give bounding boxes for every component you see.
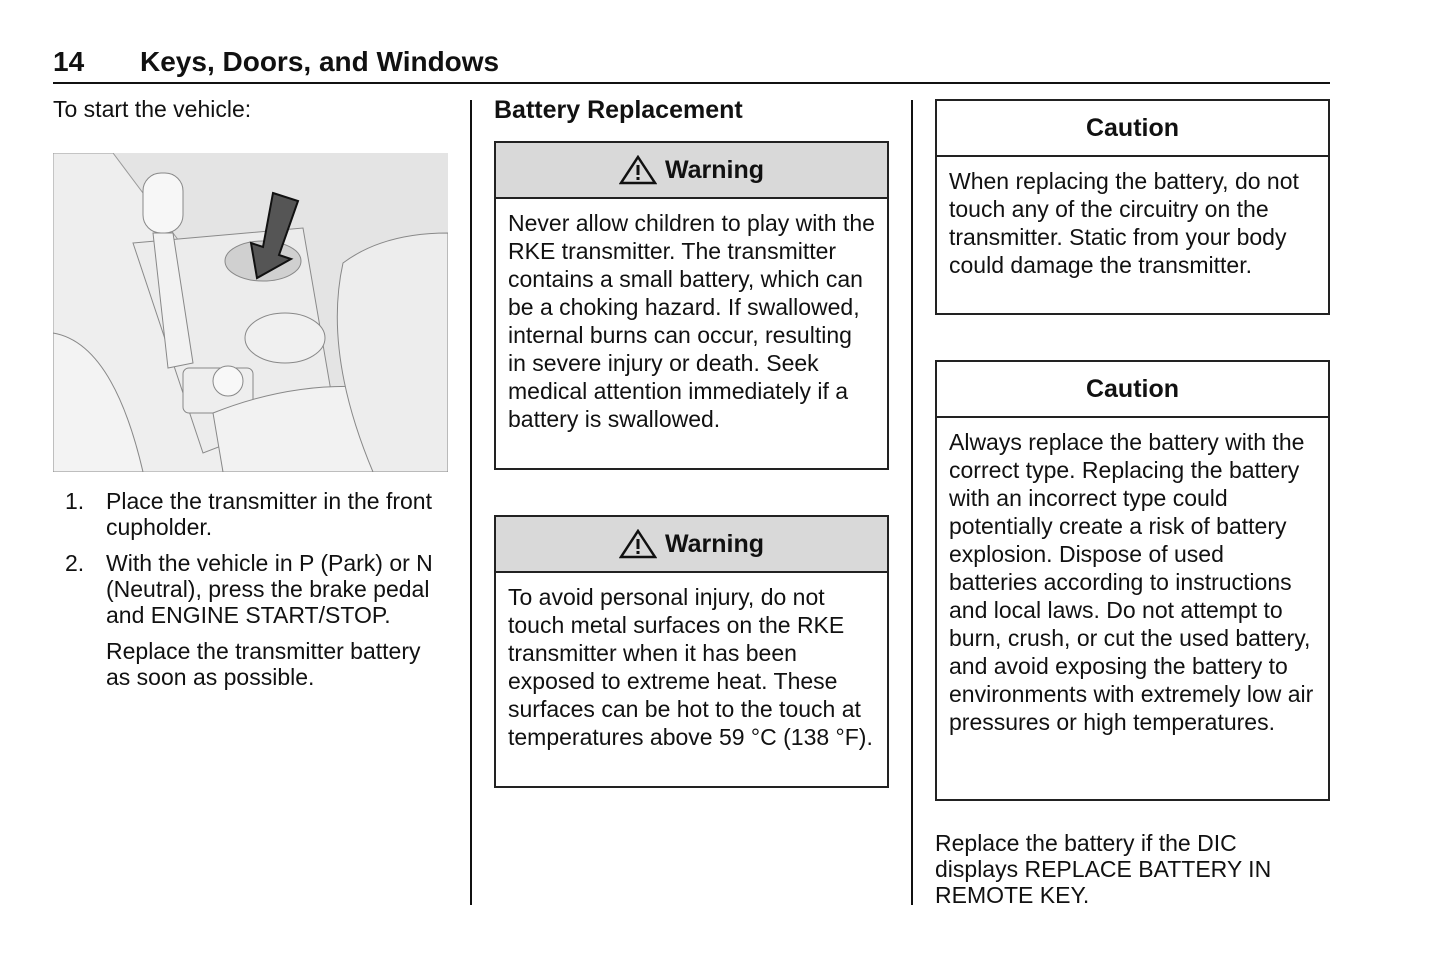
- start-steps-list: [53, 488, 448, 628]
- warning-title: Warning: [664, 155, 765, 184]
- column-divider: [470, 100, 472, 905]
- step-text: With the vehicle in P (Park) or N (Neutral), press the brake pedal and ENGINE START/STOP.: [106, 550, 433, 628]
- caution-body: Always replace the battery with the correct type. Replacing the battery with an incorrect type could potentially create a risk of battery explosion. Dispose of used batteries according to instructions and local laws. Do not attempt to burn, crush, or cut the used battery, and avoid exposing the battery to environments with extremely low air pressures or high temperatures.: [949, 429, 1314, 735]
- warning-box: [494, 141, 889, 470]
- replace-note: Replace the transmitter battery as soon as possible.: [106, 638, 421, 690]
- header-rule: [53, 82, 1330, 84]
- warning-triangle-icon: [619, 529, 657, 559]
- caution-box: [935, 360, 1330, 801]
- column-1: [53, 96, 448, 690]
- battery-replacement-heading: Battery Replacement: [494, 96, 743, 124]
- console-illustration: [53, 153, 448, 472]
- caution-title: Caution: [937, 362, 1328, 418]
- caution-body: When replacing the battery, do not touch any of the circuitry on the transmitter. Static from your body could damage the transmitter.: [949, 168, 1299, 278]
- section-title: Keys, Doors, and Windows: [140, 46, 500, 77]
- dic-replace-text: Replace the battery if the DIC displays REPLACE BATTERY IN REMOTE KEY.: [935, 830, 1272, 908]
- list-item: [53, 488, 448, 540]
- warning-box: [494, 515, 889, 788]
- warning-title: Warning: [664, 529, 765, 558]
- step-number: 1.: [65, 488, 85, 514]
- warning-triangle-icon: [619, 155, 657, 185]
- column-divider: [911, 100, 913, 905]
- step-text: Place the transmitter in the front cupholder.: [106, 488, 432, 540]
- intro-text: To start the vehicle:: [53, 96, 252, 122]
- warning-body: Never allow children to play with the RKE transmitter. The transmitter contains a small battery, which can be a choking hazard. If swallowed, internal burns can occur, resulting in severe injury or death. Seek medical attention immediately if a battery is swallowed.: [508, 210, 875, 432]
- page-number: 14: [53, 46, 85, 77]
- list-item: [53, 550, 448, 628]
- step-number: 2.: [65, 550, 85, 576]
- warning-body: To avoid personal injury, do not touch metal surfaces on the RKE transmitter when it has been exposed to extreme heat. These surfaces can be hot to the touch at temperatures above 59 °C (138 °F).: [508, 584, 873, 750]
- caution-title: Caution: [937, 101, 1328, 157]
- caution-box: [935, 99, 1330, 315]
